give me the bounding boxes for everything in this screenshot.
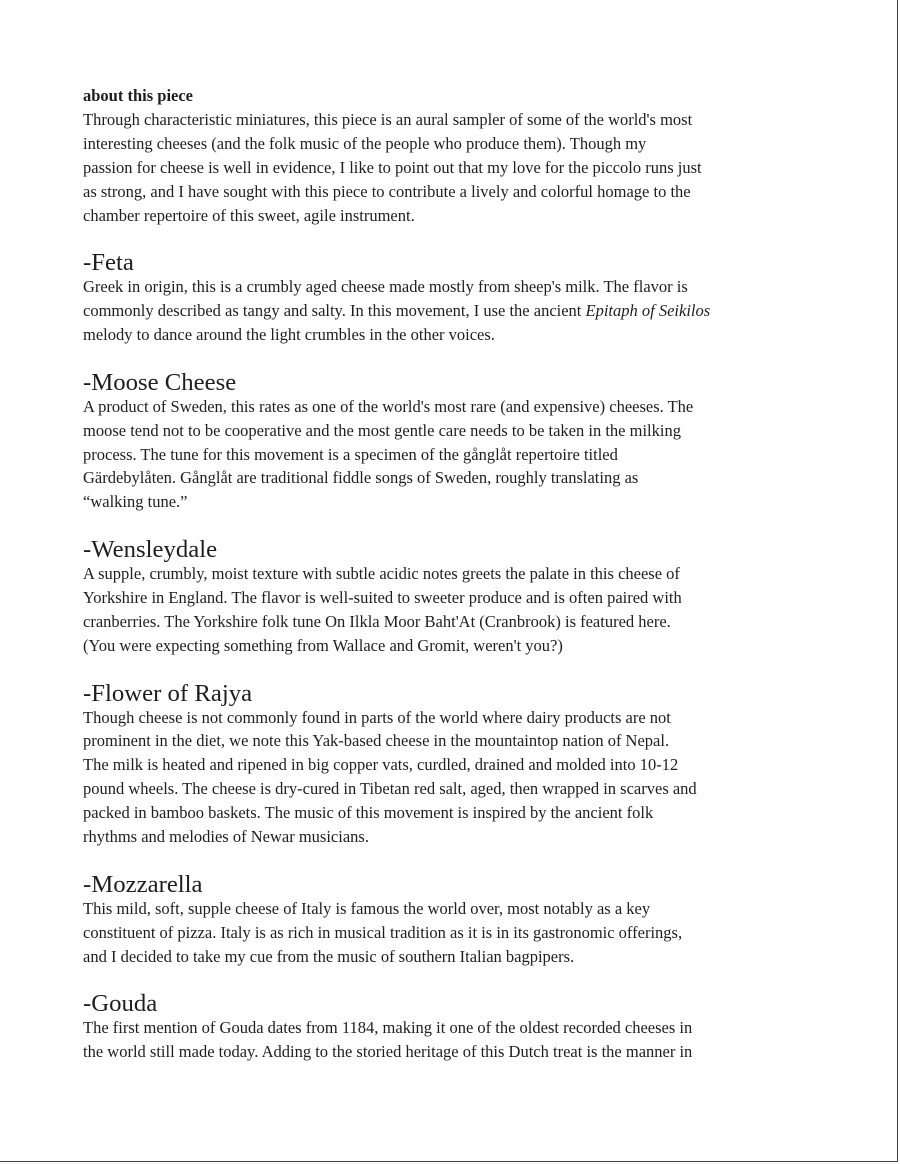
gouda-line: the world still made today. Adding to the storied heritage of this Dutch treat is the manner in [83,1042,693,1062]
mozzarella-line: constituent of pizza. Italy is as rich in musical tradition as it is in its gastronomic offerings, [83,922,683,942]
feta-paragraph [83,275,818,347]
moose-line: “walking tune.” [83,492,188,512]
section-title-gouda: -Gouda [83,990,158,1018]
about-heading: about this piece [83,86,194,105]
moose-line: A product of Sweden, this rates as one of the world's most rare (and expensive) cheeses. The [83,396,694,416]
intro-line: interesting cheeses (and the folk music of the people who produce them). Though my [83,133,647,153]
intro-line: passion for cheese is well in evidence, I like to point out that my love for the piccolo runs just [83,157,702,177]
gouda-paragraph [83,1016,818,1064]
rajya-line: prominent in the diet, we note this Yak-based cheese in the mountaintop nation of Nepal. [83,731,670,751]
intro-line: Through characteristic miniatures, this piece is an aural sampler of some of the world's most [83,109,693,129]
section-mozzarella [83,870,818,969]
rajya-line: pound wheels. The cheese is dry-cured in Tibetan red salt, aged, then wrapped in scarves and [83,779,697,799]
rajya-line: rhythms and melodies of Newar musicians. [83,827,369,847]
section-title-feta: -Feta [83,249,134,277]
moose-paragraph [83,395,818,515]
mozzarella-line: and I decided to take my cue from the music of southern Italian bagpipers. [83,946,575,966]
section-title-flower-of-rajya: -Flower of Rajya [83,679,253,707]
intro-line: as strong, and I have sought with this piece to contribute a lively and colorful homage to the [83,181,691,201]
section-moose-cheese [83,368,818,514]
feta-line: melody to dance around the light crumbles in the other voices. [83,325,495,345]
wensleydale-line: (You were expecting something from Wallace and Gromit, weren't you?) [83,635,563,655]
document-body [83,84,818,1064]
rajya-line: The milk is heated and ripened in big copper vats, curdled, drained and molded into 10-12 [83,755,679,775]
section-feta [83,251,818,347]
section-title-mozzarella: -Mozzarella [83,870,203,898]
section-flower-of-rajya [83,679,818,849]
section-wensleydale [83,538,818,658]
mozzarella-paragraph [83,897,818,969]
moose-line: Gärdebylåten. Gånglåt are traditional fiddle songs of Sweden, roughly translating as [83,468,639,488]
section-title-moose-cheese: -Moose Cheese [83,368,237,396]
wensleydale-line: A supple, crumbly, moist texture with subtle acidic notes greets the palate in this cheese of [83,564,680,584]
section-title-wensleydale: -Wensleydale [83,536,218,564]
section-gouda [83,992,818,1064]
moose-line: moose tend not to be cooperative and the most gentle care needs to be taken in the milking [83,420,681,440]
feta-song-title: Epitaph of Seikilos [585,301,711,321]
intro-paragraph [83,108,818,228]
feta-line [83,299,818,323]
feta-line-text: commonly described as tangy and salty. In this movement, I use the ancient [83,301,586,321]
rajya-line: Though cheese is not commonly found in parts of the world where dairy products are not [83,707,671,727]
intro-line: chamber repertoire of this sweet, agile instrument. [83,205,415,225]
gouda-line: The first mention of Gouda dates from 1184, making it one of the oldest recorded cheeses in [83,1018,693,1038]
wensleydale-paragraph [83,562,818,658]
mozzarella-line: This mild, soft, supple cheese of Italy is famous the world over, most notably as a key [83,898,651,918]
feta-line: Greek in origin, this is a crumbly aged cheese made mostly from sheep's milk. The flavor is [83,277,688,297]
wensleydale-line: Yorkshire in England. The flavor is well-suited to sweeter produce and is often paired with [83,587,682,607]
moose-line: process. The tune for this movement is a specimen of the gånglåt repertoire titled [83,444,618,464]
wensleydale-line: cranberries. The Yorkshire folk tune On Ilkla Moor Baht'At (Cranbrook) is featured here. [83,611,671,631]
rajya-paragraph [83,706,818,849]
rajya-line: packed in bamboo baskets. The music of this movement is inspired by the ancient folk [83,803,654,823]
